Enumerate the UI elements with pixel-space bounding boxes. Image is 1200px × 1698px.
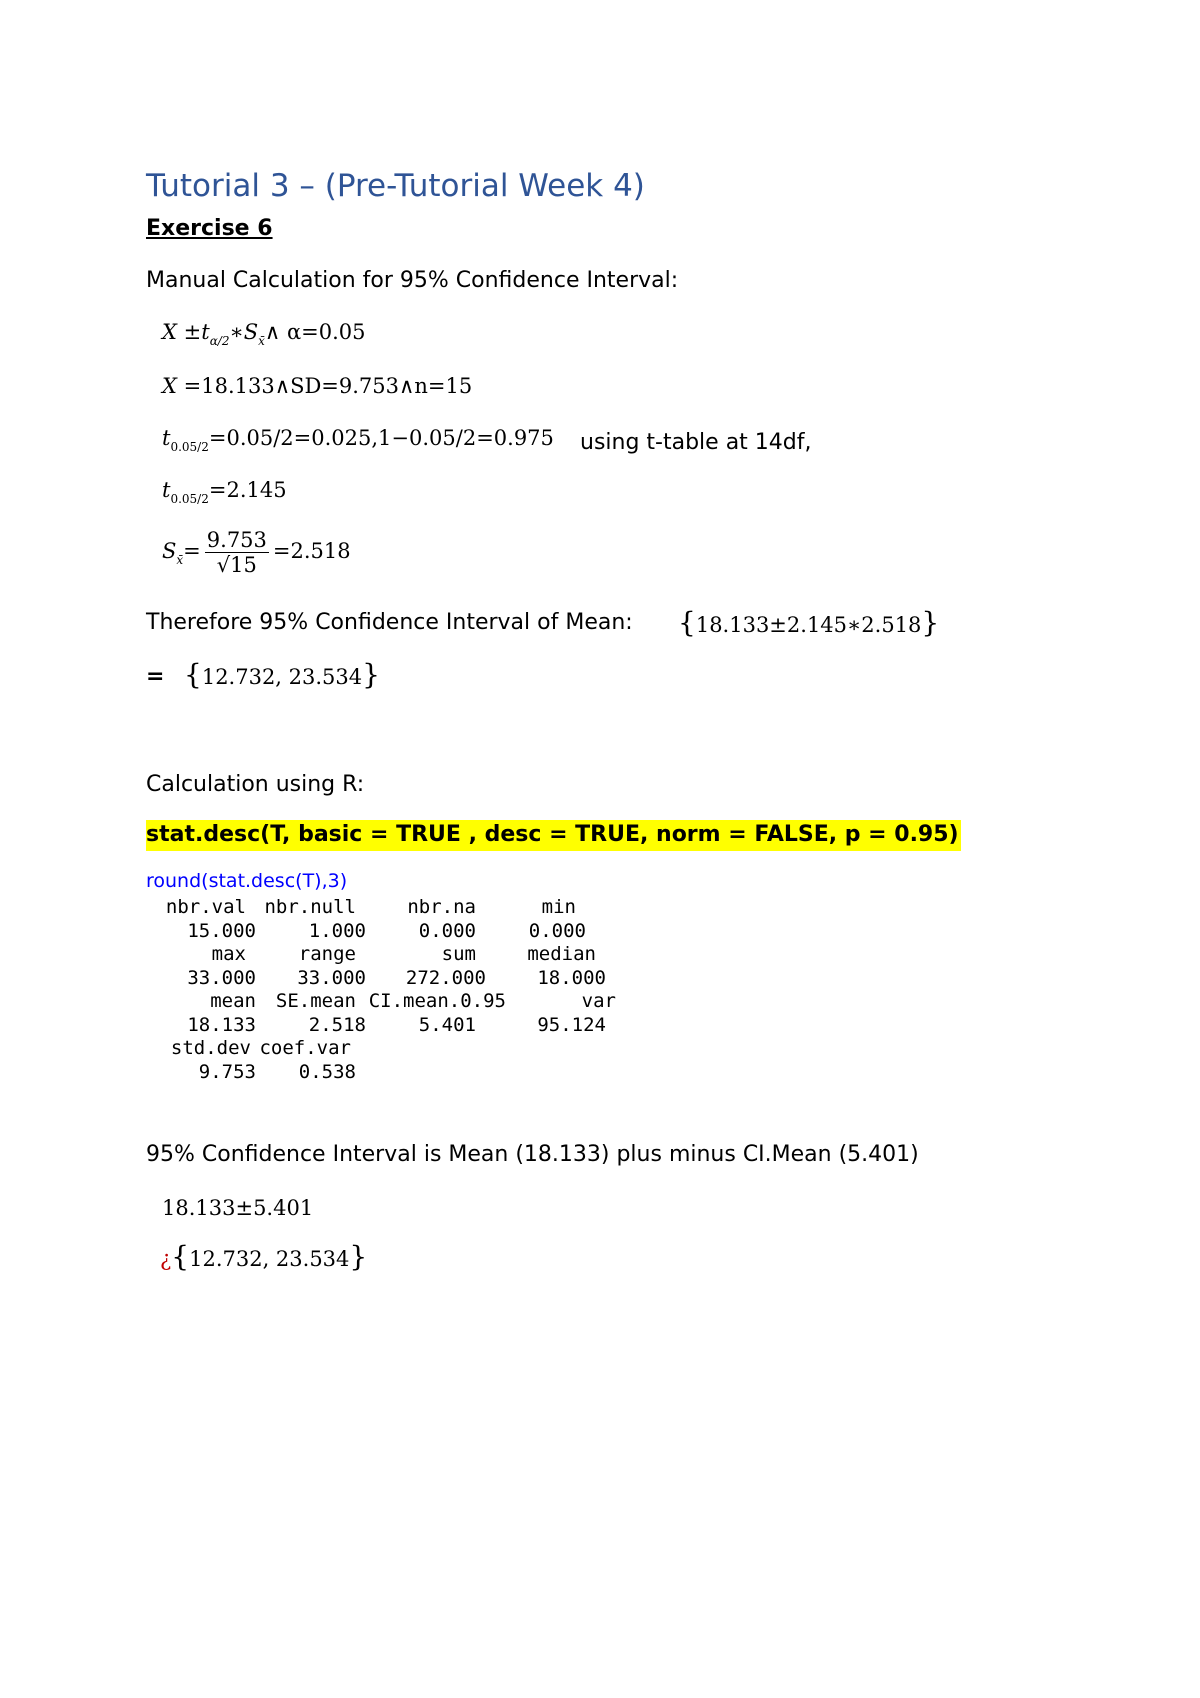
final-interval: ¿{12.732, 23.534}	[160, 1240, 368, 1273]
formula-standard-error: $S_{x̄}=$ $\frac{9.753}{√15}$ =2.518	[162, 528, 351, 577]
r-command: round(stat.desc(T),3)	[146, 870, 348, 892]
exercise-heading: Exercise 6	[146, 216, 273, 241]
final-expression: 18.133±5.401	[162, 1196, 314, 1220]
equals-sign: =	[146, 664, 165, 689]
therefore-expression: {18.133±2.145∗2.518}	[678, 606, 940, 639]
r-heading: Calculation using R:	[146, 772, 365, 797]
formula-t-alpha: $t_{0.05/2}=0.05/2=0.025,1-0.05/2=0.975$	[162, 426, 554, 454]
xbar-symbol: X	[162, 374, 177, 398]
xbar-symbol: X	[162, 320, 177, 344]
fraction: $\frac{9.753}{√15}$	[206, 528, 267, 577]
page-title: Tutorial 3 – (Pre-Tutorial Week 4)	[146, 168, 645, 204]
formula-ci: $X \pm t_{\alpha/2}∗S_{x̄}\wedge$ α=0.05	[162, 320, 366, 348]
conclusion: 95% Confidence Interval is Mean (18.133) plus minus CI.Mean (5.401)	[146, 1142, 919, 1167]
manual-heading: Manual Calculation for 95% Confidence Interval:	[146, 268, 679, 293]
formula-values: X =18.133∧SD=9.753∧n=15	[162, 374, 473, 398]
r-code-highlight	[146, 822, 961, 847]
t-table-note: using t-table at 14df,	[580, 430, 812, 455]
formula-t-value: $t_{0.05/2}=2.145$	[162, 478, 287, 506]
interval-result: {12.732, 23.534}	[184, 658, 380, 691]
r-code: stat.desc(T, basic = TRUE , desc = TRUE, norm = FALSE, p = 0.95)	[146, 820, 961, 851]
therefore-label: Therefore 95% Confidence Interval of Mean:	[146, 610, 633, 635]
